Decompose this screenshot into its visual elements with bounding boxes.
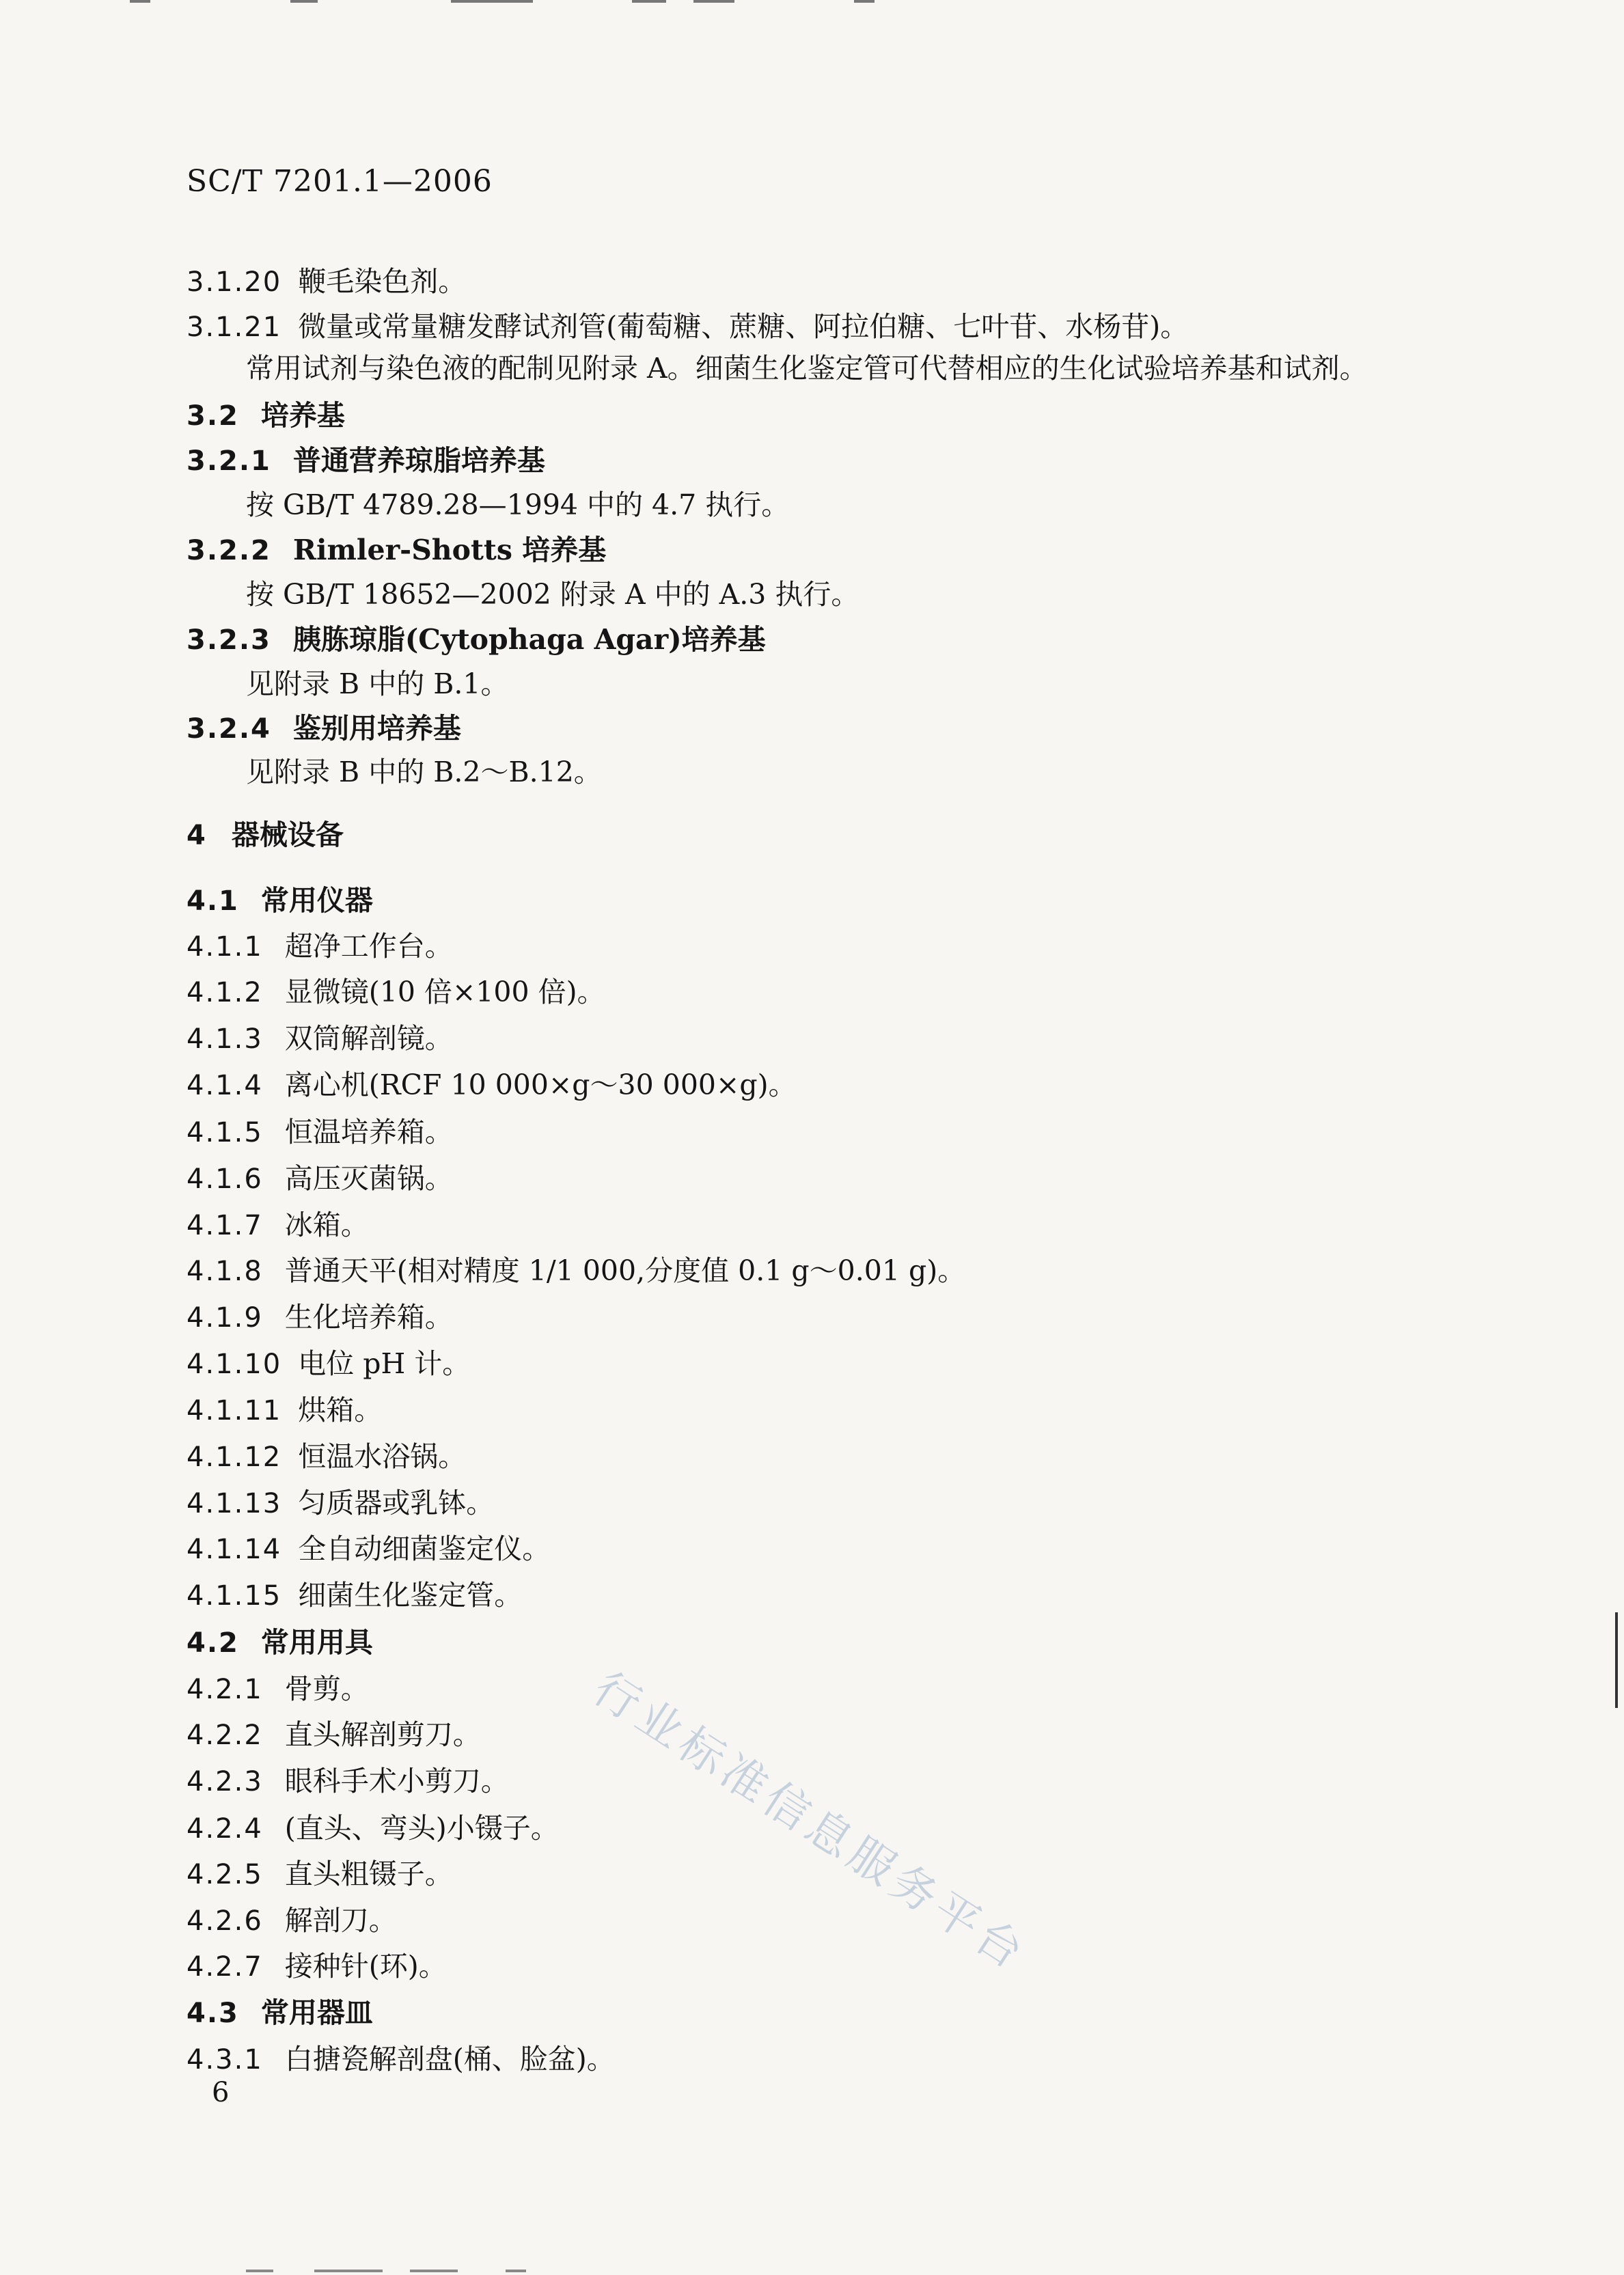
- clause-text: 恒温水浴锅。: [298, 1440, 467, 1473]
- list-item: [187, 265, 467, 298]
- clause-number: 4.1.4: [187, 1070, 263, 1101]
- section-heading: [187, 818, 344, 851]
- clause-text: 直头粗镊子。: [284, 1858, 453, 1890]
- clause-number: 4.1.10: [187, 1349, 282, 1380]
- clause-text: 双筒解剖镜。: [284, 1022, 453, 1055]
- list-item: [187, 1162, 453, 1195]
- clause-text: 常用仪器: [260, 884, 373, 917]
- clause-number: 4.1.2: [187, 977, 263, 1008]
- body-text: [246, 578, 859, 611]
- clause-text: (直头、弯头)小镊子。: [284, 1812, 559, 1845]
- scan-mark: [410, 2270, 458, 2272]
- clause-number: 3.2.4: [187, 713, 271, 745]
- list-item: [187, 1347, 471, 1380]
- clause-number: 3.1.20: [187, 266, 282, 298]
- list-item: [187, 1068, 797, 1101]
- clause-text: 普通营养琼脂培养基: [292, 444, 545, 477]
- body-text: [246, 352, 1368, 385]
- clause-text: 器械设备: [231, 818, 344, 851]
- clause-number: 4.2.2: [187, 1720, 263, 1751]
- body-text: [246, 488, 790, 521]
- body-text: [246, 758, 602, 786]
- clause-text: 电位 pH 计。: [298, 1347, 471, 1380]
- clause-number: 4.2.5: [187, 1859, 263, 1890]
- list-item: [187, 1440, 467, 1473]
- clause-text: 高压灭菌锅。: [284, 1162, 453, 1195]
- scan-mark: [130, 0, 150, 3]
- clause-text: 恒温培养箱。: [284, 1116, 453, 1148]
- clause-text: Rimler-Shotts 培养基: [292, 534, 607, 566]
- clause-text: 冰箱。: [284, 1209, 369, 1241]
- clause-number: 3.1.21: [187, 312, 282, 343]
- scan-mark: [451, 0, 533, 3]
- clause-number: 4.2.4: [187, 1813, 263, 1845]
- clause-text: 鞭毛染色剂。: [298, 265, 467, 298]
- clause-text: 解剖刀。: [284, 1904, 397, 1937]
- clause-number: 4: [187, 820, 207, 851]
- clause-number: 4.1.13: [187, 1488, 282, 1519]
- list-item: [187, 1396, 382, 1424]
- clause-text: 常用用具: [260, 1626, 373, 1659]
- scan-mark: [506, 2270, 526, 2272]
- section-heading: [187, 536, 606, 564]
- body-text: [246, 667, 509, 700]
- watermark: 行业标准信息服务平台: [583, 1662, 1037, 1982]
- clause-text: 接种针(环)。: [284, 1950, 447, 1983]
- list-item: [187, 1812, 559, 1845]
- list-item: [187, 1950, 447, 1983]
- clause-text: 细菌生化鉴定管。: [298, 1579, 523, 1612]
- list-item: [187, 1118, 453, 1146]
- clause-number: 3.2.3: [187, 624, 271, 656]
- clause-number: 3.2: [187, 400, 239, 432]
- list-item: [187, 1022, 453, 1055]
- clause-number: 4.2.3: [187, 1766, 263, 1797]
- clause-text: 鉴别用培养基: [292, 712, 461, 745]
- clause-text: 直头解剖剪刀。: [284, 1718, 481, 1751]
- clause-number: 4.1.6: [187, 1163, 263, 1195]
- clause-number: 4.2.1: [187, 1674, 263, 1705]
- paragraph-text: 见附录 B 中的 B.2～B.12。: [246, 756, 602, 788]
- clause-number: 4.1: [187, 885, 239, 917]
- clause-number: 4.1.9: [187, 1302, 263, 1334]
- clause-text: 匀质器或乳钵。: [298, 1487, 495, 1519]
- clause-text: 离心机(RCF 10 000×g～30 000×g)。: [284, 1068, 797, 1101]
- clause-text: 超净工作台。: [284, 930, 453, 963]
- list-item: [187, 1301, 453, 1334]
- clause-text: 眼科手术小剪刀。: [284, 1765, 509, 1797]
- list-item: [187, 930, 453, 963]
- section-heading: [187, 884, 373, 917]
- clause-text: 生化培养箱。: [284, 1301, 453, 1334]
- scan-mark: [246, 2270, 273, 2272]
- paragraph-text: 常用试剂与染色液的配制见附录 A。细菌生化鉴定管可代替相应的生化试验培养基和试剂。: [246, 352, 1368, 385]
- clause-text: 常用器皿: [260, 1996, 373, 2029]
- scan-mark: [854, 0, 875, 3]
- clause-number: 4.1.14: [187, 1534, 282, 1565]
- section-heading: [187, 712, 461, 745]
- scan-mark: [632, 0, 666, 3]
- scan-mark: [290, 0, 318, 3]
- clause-number: 4.1.15: [187, 1580, 282, 1612]
- clause-number: 4.1.7: [187, 1210, 263, 1241]
- clause-text: 白搪瓷解剖盘(桶、脸盆)。: [284, 2043, 615, 2076]
- paragraph-text: 按 GB/T 18652—2002 附录 A 中的 A.3 执行。: [246, 578, 859, 611]
- clause-number: 4.2.7: [187, 1951, 263, 1983]
- list-item: [187, 1672, 369, 1705]
- list-item: [187, 1254, 966, 1287]
- list-item: [187, 1860, 453, 1888]
- clause-number: 4.2.6: [187, 1905, 263, 1937]
- paragraph-text: 见附录 B 中的 B.1。: [246, 667, 509, 700]
- clause-number: 4.3: [187, 1998, 239, 2029]
- list-item: [187, 1904, 397, 1937]
- section-heading: [187, 1626, 373, 1659]
- clause-number: 4.3.1: [187, 2044, 263, 2076]
- clause-number: 4.1.8: [187, 1256, 263, 1287]
- list-item: [187, 1532, 551, 1565]
- section-heading: [187, 444, 545, 477]
- clause-number: 3.2.2: [187, 535, 271, 566]
- list-item: [187, 1489, 494, 1517]
- clause-text: 胰胨琼脂(Cytophaga Agar)培养基: [292, 623, 766, 656]
- list-item: [187, 1718, 481, 1751]
- clause-text: 烘箱。: [298, 1394, 383, 1426]
- scan-mark: [314, 2270, 383, 2272]
- list-item: [187, 1767, 509, 1795]
- scan-edge: [1615, 1612, 1618, 1708]
- clause-number: 4.1.12: [187, 1442, 282, 1473]
- list-item: [187, 978, 605, 1006]
- clause-number: 4.1.5: [187, 1117, 263, 1148]
- clause-text: 普通天平(相对精度 1/1 000,分度值 0.1 g～0.01 g)。: [284, 1254, 966, 1287]
- clause-number: 4.1.1: [187, 931, 263, 963]
- clause-number: 4.1.3: [187, 1023, 263, 1055]
- scan-mark: [693, 0, 734, 3]
- clause-text: 骨剪。: [284, 1672, 369, 1705]
- list-item: [187, 1579, 523, 1612]
- clause-text: 显微镜(10 倍×100 倍)。: [284, 976, 605, 1008]
- section-heading: [187, 399, 345, 432]
- page-number: 6: [212, 2077, 230, 2108]
- clause-text: 全自动细菌鉴定仪。: [298, 1532, 551, 1565]
- clause-number: 4.1.11: [187, 1395, 282, 1426]
- paragraph-text: 按 GB/T 4789.28—1994 中的 4.7 执行。: [246, 488, 790, 521]
- list-item: [187, 310, 1189, 343]
- section-heading: [187, 1996, 373, 2029]
- clause-text: 培养基: [260, 399, 345, 432]
- clause-number: 4.2: [187, 1627, 239, 1659]
- clause-text: 微量或常量糖发酵试剂管(葡萄糖、蔗糖、阿拉伯糖、七叶苷、水杨苷)。: [298, 310, 1189, 343]
- document-header: SC/T 7201.1—2006: [187, 164, 493, 199]
- list-item: [187, 1211, 369, 1239]
- list-item: [187, 2043, 615, 2076]
- clause-number: 3.2.1: [187, 445, 271, 477]
- section-heading: [187, 623, 766, 656]
